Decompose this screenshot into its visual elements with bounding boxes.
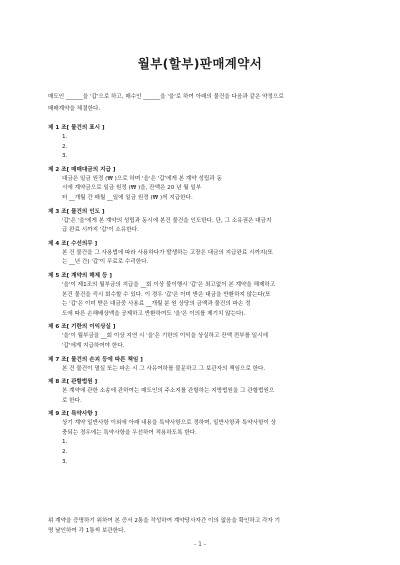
- contract-articles: [48, 124, 360, 471]
- article-1: [48, 124, 360, 166]
- article-line: '을'이 월부금을 __회 이상 지연 시 '을'은 기한의 이익을 상실하고 잔액 전부를 일시에: [62, 333, 268, 340]
- article-line: '갑'에게 지급하여야 한다.: [62, 342, 125, 349]
- intro-line: 매도인 ______을 '갑'으로 하고, 매수인 ______을 '을'로 하여 아래의 물건을 다음과 같은 약정으로: [48, 94, 284, 100]
- article-heading: 제 7 조[ 물건의 손괴 등에 따른 책임 ]: [48, 356, 143, 363]
- article-line: 는 '갑'은 이미 받은 대금중 사용료 __개월 분 원 상당의 금액과 물건의 파손 정: [62, 301, 251, 308]
- article-9: [48, 410, 360, 471]
- article-line: 로 한다.: [62, 397, 82, 404]
- article-line: 급 완료 시까지 '갑'이 소유한다.: [62, 227, 139, 234]
- article-6: [48, 323, 360, 355]
- article-line: 도에 따른 손해배상액을 공제하고 반환하여도 '을'은 이의를 제기치 않는다).: [62, 310, 246, 317]
- article-heading: 제 3 조[ 물건의 인도 ]: [48, 208, 105, 215]
- article-4: [48, 240, 360, 272]
- article-7: [48, 356, 360, 379]
- intro-line: 매매계약을 체결한다.: [48, 105, 101, 112]
- page-number: - 1 -: [194, 541, 206, 548]
- article-heading: 제 2 조[ 매매대금의 지급 ]: [48, 166, 116, 173]
- article-8: [48, 378, 360, 410]
- article-line: 본건 물건을 즉시 회수할 수 있다. 이 경우 '갑'은 이미 받은 대금을 반환하지 않는다(또: [62, 291, 271, 298]
- article-line: 본 계약에 관한 소송에 관하여는 매도인의 주소지를 관할하는 지방법원을 그 관할법원으: [62, 388, 275, 395]
- article-3: [48, 208, 360, 240]
- article-heading: 제 8 조[ 관할법원 ]: [48, 379, 98, 386]
- article-heading: 제 6 조[ 기한의 이익상실 ]: [48, 324, 116, 331]
- article-line: 1.: [62, 439, 68, 446]
- article-heading: 제 4 조[ 수선의무 ]: [48, 240, 98, 247]
- article-line: 3.: [62, 458, 68, 465]
- article-line: 는 __년 간) '갑'이 무료로 수리한다.: [62, 259, 149, 266]
- article-line: 상기 계약 일반사항 이외에 아래 내용을 특약사항으로 정하며, 일반사항과 특약사항이 상: [62, 420, 277, 427]
- article-2: [48, 166, 360, 208]
- article-line: '갑'은 '을'에게 본 계약의 성립과 동시에 본건 물건을 인도한다. 단, 그 소유권은 대금지: [62, 217, 272, 224]
- article-line: 터 __개월 간 매월 __일에 일금 원정 (₩ )씩 지급한다.: [62, 194, 193, 201]
- article-5: [48, 272, 360, 323]
- closing-paragraph: [48, 517, 360, 537]
- article-line: 본 건 물건이 멸실 또는 파손 시 그 사유여하를 불문하고 그 보관자의 책임으로 한다.: [62, 365, 266, 372]
- article-heading: 제 1 조[ 물건의 표시 ]: [48, 125, 105, 131]
- article-heading: 제 5 조[ 계약의 해제 등 ]: [48, 272, 112, 279]
- closing-line: 위 계약을 증명하기 위하여 본 증서 2통을 작성하여 계약당사자간 이의 없음을 확인하고 각자 기: [48, 518, 281, 524]
- article-line: 충되는 경우에는 특약사항을 우선하여 적용하도록 한다.: [62, 429, 197, 436]
- article-line: 시에 계약금으로 일금 원정 (₩ )을, 잔액은 20 년 월 일부: [62, 185, 202, 192]
- article-heading: 제 9 조[ 특약사항 ]: [48, 411, 98, 418]
- intro-paragraph: [48, 92, 358, 115]
- document-title: 월부(할부)판매계약서: [137, 56, 263, 71]
- article-line: 대금은 일금 원정 (₩ )으로 하며 '을'은 '갑'에게 본 계약 성립과 동: [62, 175, 222, 182]
- article-line: '을'이 제1조의 월부금의 지급을 __회 이상 불이행시 '갑'은 최고없이 본 계약을 해제하고: [62, 281, 276, 288]
- article-line: 2.: [62, 449, 68, 456]
- article-line: 2.: [62, 143, 68, 150]
- article-line: 1.: [62, 134, 68, 140]
- article-line: 본 건 물건을 그 사용법에 따라 사용하다가 발생하는 고장은 대금의 지급완료 시까지(또: [62, 249, 273, 256]
- closing-line: 명 날인하여 각 1통씩 보관한다.: [48, 527, 126, 534]
- article-line: 3.: [62, 153, 68, 160]
